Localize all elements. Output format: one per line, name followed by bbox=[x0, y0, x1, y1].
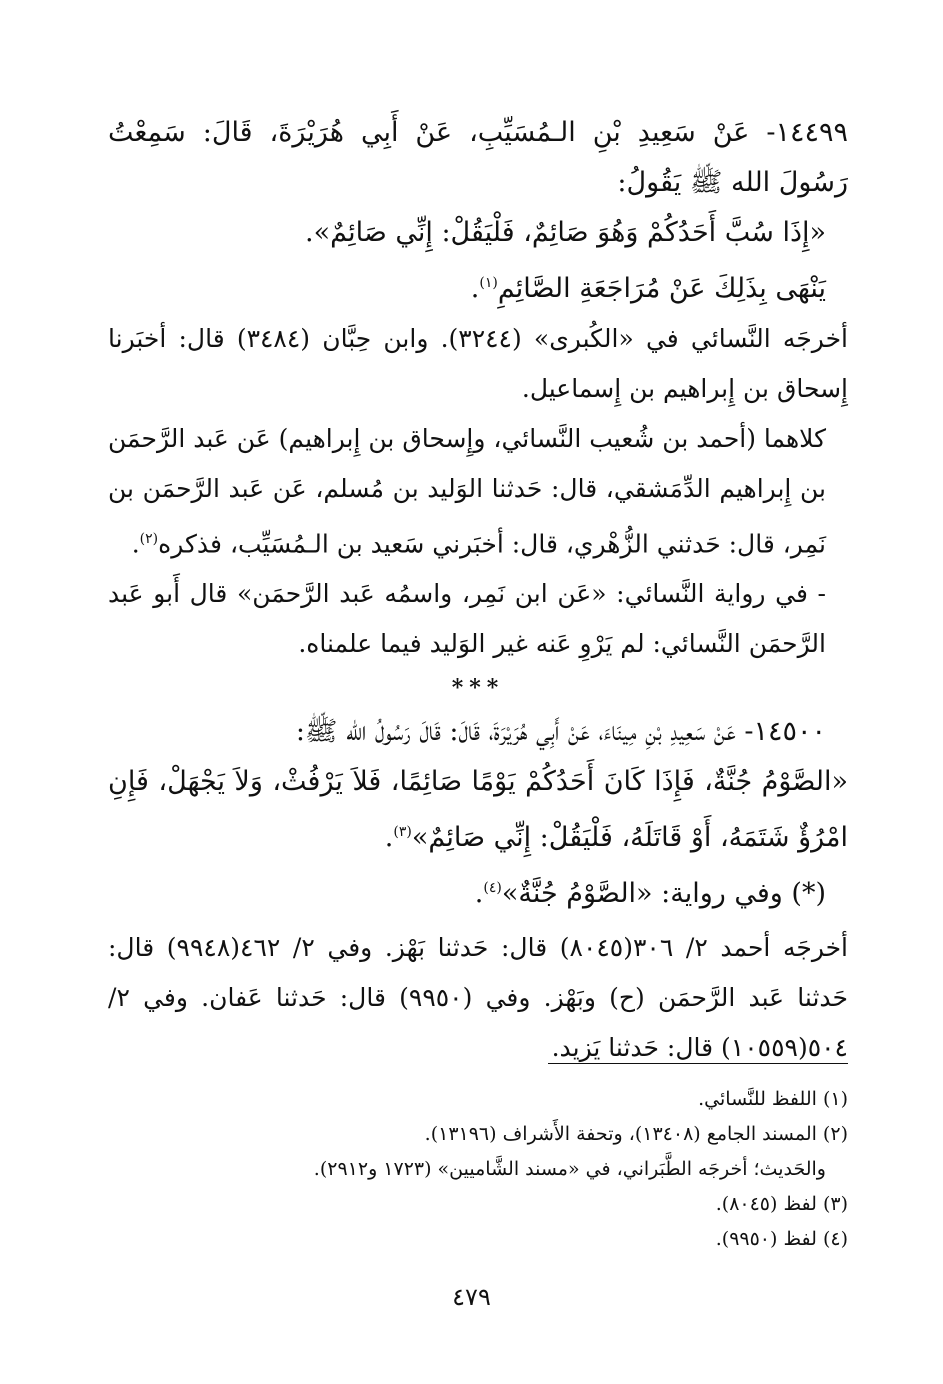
hadith-14500-intro: ١٤٥٠٠- عَنْ سَعِيدِ بْنِ مِينَاءَ، عَنْ أَبِي هُرَيْرَةَ، قَالَ: قَالَ رَسُولُ الله ﷺ: bbox=[295, 716, 826, 748]
footnote-1: (١) اللفظ للنَّسائي. bbox=[698, 1088, 848, 1110]
footnotes bbox=[108, 1082, 848, 1257]
footnote-divider bbox=[548, 1063, 848, 1064]
footnote-3: (٣) لفظ (٨٠٤٥). bbox=[715, 1193, 848, 1215]
footnote-ref-2[interactable]: (٢) bbox=[139, 531, 159, 547]
section-separator: *** bbox=[451, 675, 505, 702]
footnote-2-continuation: والحَديث؛ أخرجَه الطَّبَراني، في «مسند الشَّاميين» (١٧٢٣ و٢٩١٢). bbox=[313, 1158, 826, 1180]
takhrij-paragraph-3: - في رواية النَّسائي: «عَن ابن نَمِر، واسمُه عَبد الرَّحمَن» قال أَبو عَبد الرَّحمَن النَّسائي: لم يَرْوِ عَنه غير الوَليد فيما علمناه. bbox=[108, 579, 826, 659]
footnote-ref-3[interactable]: (٣) bbox=[393, 824, 412, 841]
page-number: ٤٧٩ bbox=[452, 1283, 491, 1311]
takhrij-paragraph-1: أخرجَه النَّسائي في «الكُبرى» (٣٢٤٤). وابن حِبَّان (٣٤٨٤) قال: أخبَرنا إِسحاق بن إِبراهيم بن إِسماعيل. bbox=[108, 324, 848, 403]
footnote-2: (٢) المسند الجامع (١٣٤٠٨)، وتحفة الأَشراف (١٣١٩٦). bbox=[424, 1123, 848, 1145]
footnote-4: (٤) لفظ (٩٩٥٠). bbox=[715, 1228, 848, 1250]
takhrij-paragraph-2: كلاهما (أحمد بن شُعيب النَّسائي، وإِسحاق بن إِبراهيم) عَن عَبد الرَّحمَن بن إِبراهيم الدِّمَشقي، قال: حَدثنا الوَليد بن مُسلم، عَن عَبد الرَّحمَن بن نَمِر، قال: حَدثني الزُّهْري، قال: أخبَرني سَعيد بن الـمُسَيِّب، فذكره$^{(٢)}$. bbox=[108, 424, 826, 559]
main-text bbox=[108, 108, 848, 1073]
hadith-14499-comment: يَنْهَى بِذَلِكَ عَنْ مُرَاجَعَةِ الصَّائِمِ$^{(١)}$. bbox=[470, 273, 826, 304]
hadith-14499-intro: ١٤٤٩٩- عَنْ سَعِيدِ بْنِ الـمُسَيِّبِ، عَنْ أَبِي هُرَيْرَةَ، قَالَ: سَمِعْتُ رَسُولَ الله ﷺ يَقُولُ: bbox=[108, 117, 848, 198]
hadith-14500-variant: (*) وفي رواية: «الصَّوْمُ جُنَّةٌ»$^{(٤)}$. bbox=[474, 878, 826, 910]
takhrij-paragraph-4: أخرجَه أحمد ٢/ ٣٠٦(٨٠٤٥) قال: حَدثنا بَهْز. وفي ٢/ ٤٦٢(٩٩٤٨) قال: حَدثنا عَبد الرَّحمَن (ح) وبَهْز. وفي (٩٩٥٠) قال: حَدثنا عَفان. وفي ٢/ ٥٠٤(١٠٥٥٩) قال: حَدثنا يَزيد. bbox=[108, 933, 849, 1063]
footnote-ref-4[interactable]: (٤) bbox=[483, 880, 502, 897]
hadith-14500-matn: «الصَّوْمُ جُنَّةٌ، فَإِذَا كَانَ أَحَدُكُمْ يَوْمًا صَائِمًا، فَلاَ يَرْفُثْ، وَلاَ يَجْهَلْ، فَإِنِ امْرُؤٌ شَتَمَهُ، أَوْ قَاتَلَهُ، فَلْيَقُلْ: إِنِّي صَائِمٌ»$^{(٣)}$. bbox=[108, 766, 848, 854]
footnote-ref-1[interactable]: (١) bbox=[479, 275, 498, 291]
hadith-14499-matn: «إِذَا سُبَّ أَحَدُكُمْ وَهُوَ صَائِمٌ، فَلْيَقُلْ: إِنِّي صَائِمٌ». bbox=[305, 217, 826, 248]
